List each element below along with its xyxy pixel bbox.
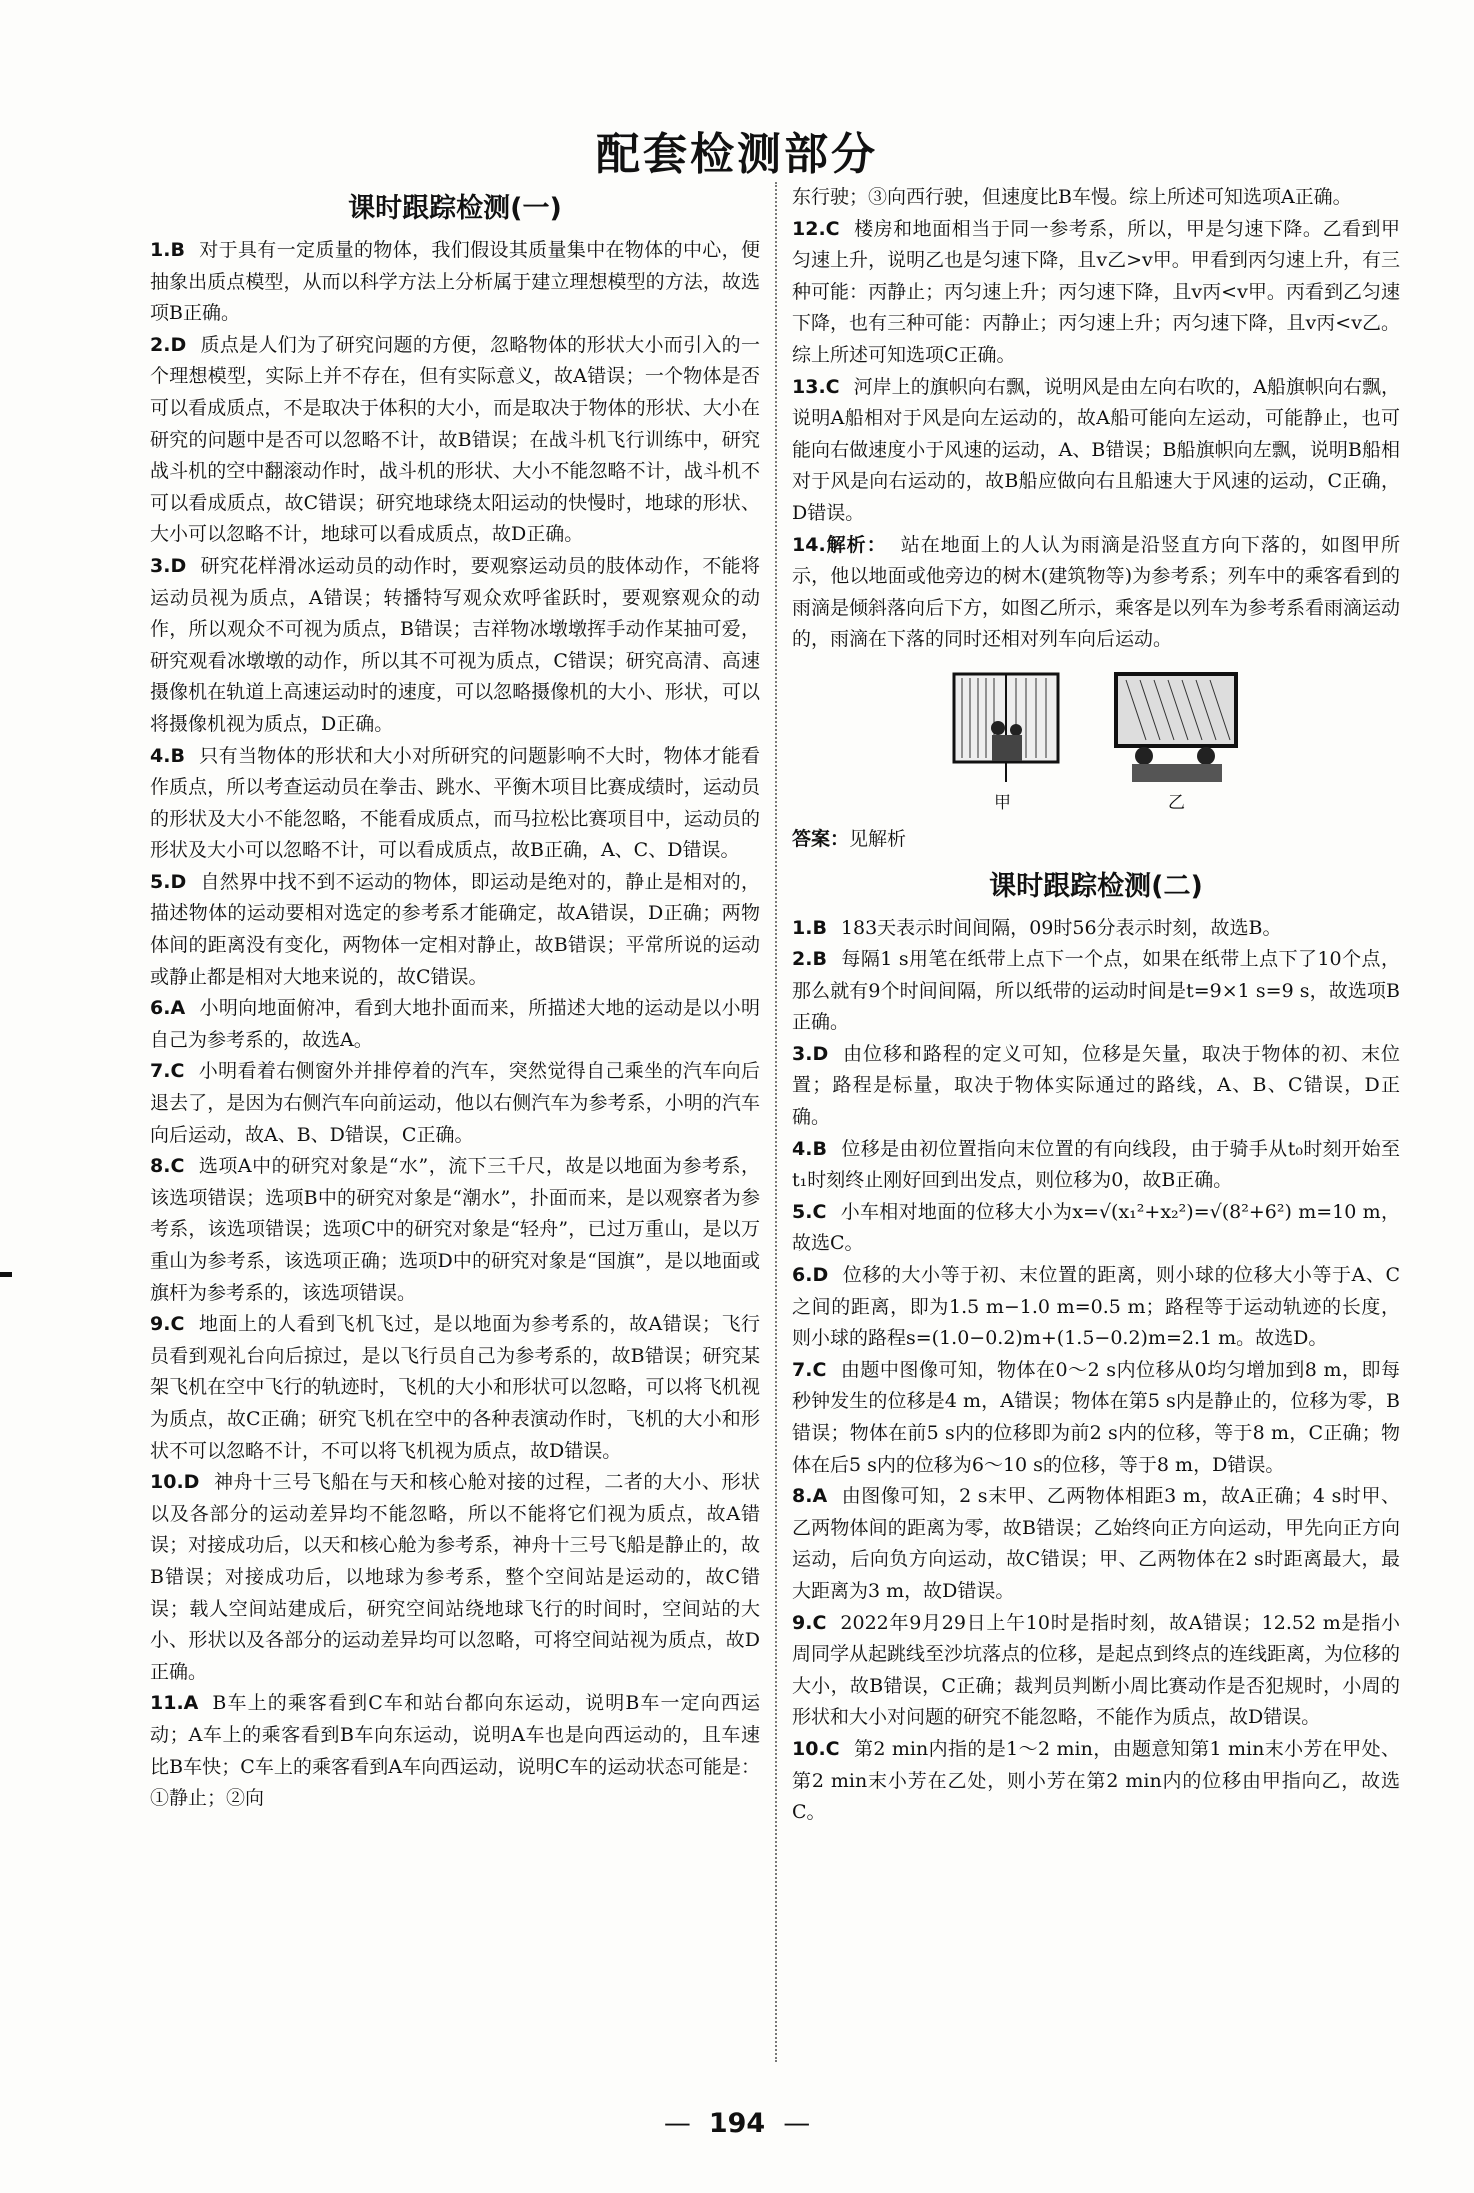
item-text: 选项A中的研究对象是“水”，流下三千尺，故是以地面为参考系，该选项错误；选项B中的研究对象是“潮水”，扑面而来，是以观察者为参考系，该选项错误；选项C中的研究对象是“轻舟”，已过万重山，是以万重山为参考系，该选项正确；选项D中的研究对象是“国旗”，是以地面或旗杆为参考系的，该选项错误。 bbox=[150, 1155, 760, 1304]
answer-line bbox=[792, 824, 1400, 856]
item-number: 10.D bbox=[150, 1471, 200, 1494]
answer-item bbox=[792, 1734, 1400, 1829]
item-number: 3.D bbox=[792, 1042, 829, 1065]
answer-label: 答案： bbox=[792, 827, 850, 850]
section-title-2: 课时跟踪检测(二) bbox=[989, 870, 1203, 902]
answer-item bbox=[150, 330, 760, 551]
answer-item bbox=[792, 1481, 1400, 1607]
answer-item bbox=[150, 741, 760, 867]
item-number: 1.B bbox=[150, 239, 185, 261]
answer-text: 见解析 bbox=[849, 827, 907, 850]
item-number: 5.D bbox=[150, 870, 187, 893]
figure-label-b: 乙 bbox=[1168, 792, 1185, 813]
item-number: 9.C bbox=[150, 1313, 185, 1336]
item-number: 1.B bbox=[792, 916, 827, 939]
item-number: 4.B bbox=[150, 744, 185, 767]
item-text: 自然界中找不到不运动的物体，即运动是绝对的，静止是相对的，描述物体的运动要相对选定的参考系才能确定，故A错误，D正确；两物体间的距离没有变化，两物体一定相对静止，故B错误；平常所说的运动或静止都是相对大地来说的，故C错误。 bbox=[150, 870, 760, 988]
item-text: 由题中图像可知，物体在0～2 s内位移从0均匀增加到8 m，即每秒钟发生的位移是4 m，A错误；物体在第5 s内是静止的，位移为零，B错误；物体在前5 s内的位移即为前2 s内的位移，等于8 m，C正确；物体在后5 s内的位移为6～10 s的位移，等于8 m，D错误。 bbox=[792, 1358, 1400, 1476]
item-text: 183天表示时间间隔，09时56分表示时刻，故选B。 bbox=[840, 916, 1282, 939]
left-column bbox=[150, 182, 760, 1815]
answer-item bbox=[150, 867, 760, 993]
answer-item bbox=[792, 1039, 1400, 1134]
right-column bbox=[792, 182, 1400, 1829]
page-number-value: 194 bbox=[708, 2108, 766, 2139]
item-number: 5.C bbox=[792, 1200, 827, 1223]
answer-item bbox=[792, 1608, 1400, 1734]
item-text: 对于具有一定质量的物体，我们假设其质量集中在物体的中心，便抽象出质点模型，从而以科学方法上分析属于建立理想模型的方法，故选项B正确。 bbox=[150, 239, 760, 325]
item-text: 位移是由初位置指向末位置的有向线段，由于骑手从t₀时刻开始至t₁时刻终止刚好回到出发点，则位移为0，故B正确。 bbox=[792, 1137, 1400, 1192]
item-number: 6.A bbox=[150, 997, 186, 1020]
item-text: 质点是人们为了研究问题的方便，忽略物体的形状大小而引入的一个理想模型，实际上并不存在，但有实际意义，故A错误；一个物体是否可以看成质点，不是取决于体积的大小，而是取决于物体的形状、大小在研究的问题中是否可以忽略不计，故B错误；在战斗机飞行训练中，研究战斗机的空中翻滚动作时，战斗机的形状、大小不能忽略不计，战斗机不可以看成质点，故C错误；研究地球绕太阳运动的快慢时，地球的形状、大小可以忽略不计，地球可以看成质点，故D正确。 bbox=[150, 333, 760, 546]
figure-label-a: 甲 bbox=[994, 792, 1011, 813]
item-text: 地面上的人看到飞机飞过，是以地面为参考系的，故A错误；飞行员看到观礼台向后掠过，是以飞行员自己为参考系的，故B错误；研究某架飞机在空中飞行的轨迹时，飞机的大小和形状可以忽略，可以将飞机视为质点，故C正确；研究飞机在空中的各种表演动作时，飞机的大小和形状不可以忽略不计，不可以将飞机视为质点，故D错误。 bbox=[150, 1313, 760, 1462]
item-number: 7.C bbox=[792, 1358, 827, 1381]
item-text: 由位移和路程的定义可知，位移是矢量，取决于物体的初、末位置；路程是标量，取决于物体实际通过的路线，A、B、C错误，D正确。 bbox=[792, 1042, 1400, 1129]
item-text: 由图像可知，2 s末甲、乙两物体相距3 m，故A正确；4 s时甲、乙两物体间的距离为零，故B错误；乙始终向正方向运动，甲先向正方向运动，后向负方向运动，故C错误；甲、乙两物体在2 s时距离最大，最大距离为3 m，故D错误。 bbox=[792, 1485, 1400, 1602]
section-title-1: 课时跟踪检测(一) bbox=[348, 193, 562, 224]
answer-item bbox=[792, 944, 1400, 1039]
answer-item bbox=[792, 1197, 1400, 1260]
item-text: 小明看着右侧窗外并排停着的汽车，突然觉得自己乘坐的汽车向后退去了，是因为右侧汽车向前运动，他以右侧汽车为参考系，小明的汽车向后运动，故A、B、D错误，C正确。 bbox=[150, 1060, 760, 1146]
answer-item bbox=[792, 1260, 1400, 1355]
answer-item bbox=[150, 1688, 760, 1814]
answer-item bbox=[792, 530, 1400, 656]
rain-window-illustration-a bbox=[946, 670, 1066, 785]
item-number: 4.B bbox=[792, 1137, 827, 1160]
item-text: 小明向地面俯冲，看到大地扑面而来，所描述大地的运动是以小明自己为参考系的，故选A。 bbox=[150, 997, 760, 1051]
rain-window-illustration-b bbox=[1106, 670, 1246, 785]
item-number: 7.C bbox=[150, 1060, 185, 1083]
answer-item bbox=[150, 235, 760, 330]
item-text: 位移的大小等于初、末位置的距离，则小球的位移大小等于A、C之间的距离，即为1.5 m−1.0 m=0.5 m；路程等于运动轨迹的长度，则小球的路程s=(1.0−0.2)m+(1.5−0.2)m=2.1 m。故选D。 bbox=[792, 1264, 1400, 1350]
item-number: 11.A bbox=[150, 1692, 199, 1715]
item-number: 2.D bbox=[150, 333, 187, 356]
item-text: 2022年9月29日上午10时是指时刻，故A错误；12.52 m是指小周同学从起跳线至沙坑落点的位移，是起点到终点的连线距离，为位移的大小，故B错误，C正确；裁判员判断小周比赛动作是否犯规时，小周的形状和大小对问题的研究不能忽略，不能作为质点，故D错误。 bbox=[792, 1611, 1401, 1729]
answer-item bbox=[150, 1056, 760, 1151]
answer-item bbox=[792, 913, 1400, 945]
edge-mark bbox=[0, 1272, 12, 1277]
answer-item bbox=[150, 1467, 760, 1688]
item-text: 楼房和地面相当于同一参考系，所以，甲是匀速下降。乙看到甲匀速上升，说明乙也是匀速下降，且v乙>v甲。甲看到丙匀速上升，有三种可能：丙静止；丙匀速上升；丙匀速下降，且v丙<v甲。丙看到乙匀速下降，也有三种可能：丙静止；丙匀速上升；丙匀速下降，且v丙<v乙。综上所述可知选项C正确。 bbox=[792, 217, 1400, 366]
item-number: 9.C bbox=[792, 1611, 827, 1634]
item-number: 10.C bbox=[792, 1737, 840, 1760]
page-number bbox=[0, 2108, 1474, 2139]
item-number: 3.D bbox=[150, 554, 187, 577]
answer-item bbox=[792, 214, 1400, 372]
page-number-dash-right: — bbox=[783, 2108, 811, 2139]
answer-item bbox=[792, 1355, 1400, 1481]
answer-item bbox=[150, 1309, 760, 1467]
answer-item bbox=[150, 551, 760, 741]
answer-item bbox=[150, 1151, 760, 1309]
item-number: 2.B bbox=[792, 948, 827, 971]
item-number: 8.A bbox=[792, 1485, 828, 1508]
item-number: 8.C bbox=[150, 1155, 185, 1178]
continued-text: 东行驶；③向西行驶，但速度比B车慢。综上所述可知选项A正确。 bbox=[792, 186, 1352, 208]
item-text: 第2 min内指的是1～2 min，由题意知第1 min末小芳在甲处、第2 min末小芳在乙处，则小芳在第2 min内的位移由甲指向乙，故选C。 bbox=[792, 1737, 1400, 1824]
item-text: 每隔1 s用笔在纸带上点下一个点，如果在纸带上点下了10个点，那么就有9个时间间隔，所以纸带的运动时间是t=9×1 s=9 s，故选项B正确。 bbox=[792, 948, 1400, 1034]
item-text: B车上的乘客看到C车和站台都向东运动，说明B车一定向西运动；A车上的乘客看到B车向东运动，说明A车也是向西运动的，且车速比B车快；C车上的乘客看到A车向西运动，说明C车的运动状态可能是：①静止；②向 bbox=[150, 1692, 760, 1810]
item-text: 河岸上的旗帜向右飘，说明风是由左向右吹的，A船旗帜向右飘，说明A船相对于风是向左运动的，故A船可能向左运动，可能静止，也可能向右做速度小于风速的运动，A、B错误；B船旗帜向左飘，说明B船相对于风是向右运动的，故B船应做向右且船速大于风速的运动，C正确，D错误。 bbox=[792, 375, 1400, 524]
answer-item bbox=[792, 372, 1400, 530]
page-title: 配套检测部分 bbox=[596, 129, 878, 180]
item-text: 站在地面上的人认为雨滴是沿竖直方向下落的，如图甲所示，他以地面或他旁边的树木(建筑物等)为参考系；列车中的乘客看到的雨滴是倾斜落向后下方，如图乙所示，乘客是以列车为参考系看雨滴运动的，雨滴在下落的同时还相对列车向后运动。 bbox=[792, 533, 1401, 651]
answer-item bbox=[792, 1134, 1400, 1197]
item-number: 13.C bbox=[792, 375, 840, 398]
item-number: 14.解析： bbox=[792, 533, 887, 556]
item-text: 神舟十三号飞船在与天和核心舱对接的过程，二者的大小、形状以及各部分的运动差异均不能忽略，所以不能将它们视为质点，故A错误；对接成功后，以天和核心舱为参考系，神舟十三号飞船是静止的，故B错误；对接成功后，以地球为参考系，整个空间站是运动的，故C错误；载人空间站建成后，研究空间站绕地球飞行的时间时，空间站的大小、形状以及各部分的运动差异均可以忽略，可将空间站视为质点，故D正确。 bbox=[150, 1471, 760, 1683]
item-text: 只有当物体的形状和大小对所研究的问题影响不大时，物体才能看作质点，所以考查运动员在拳击、跳水、平衡木项目比赛成绩时，运动员的形状及大小不能忽略，不能看成质点，而马拉松比赛项目中，运动员的形状及大小可以忽略不计，可以看成质点，故B正确，A、C、D错误。 bbox=[150, 744, 760, 862]
item-text: 小车相对地面的位移大小为x=√(x₁²+x₂²)=√(8²+6²) m=10 m，故选C。 bbox=[792, 1200, 1400, 1255]
item-text: 研究花样滑冰运动员的动作时，要观察运动员的肢体动作，不能将运动员视为质点，A错误；转播特写观众欢呼雀跃时，要观察观众的动作，所以观众不可视为质点，B错误；吉祥物冰墩墩挥手动作某抽可爱，研究观看冰墩墩的动作，所以其不可视为质点，C错误；研究高清、高速摄像机在轨道上高速运动时的速度，可以忽略摄像机的大小、形状，可以将摄像机视为质点，D正确。 bbox=[150, 554, 760, 735]
item-number: 6.D bbox=[792, 1264, 829, 1287]
rain-figure bbox=[946, 670, 1246, 820]
column-divider bbox=[775, 182, 777, 2062]
answer-item bbox=[150, 993, 760, 1056]
item-number: 12.C bbox=[792, 217, 840, 240]
page-number-dash-left: — bbox=[663, 2108, 691, 2139]
